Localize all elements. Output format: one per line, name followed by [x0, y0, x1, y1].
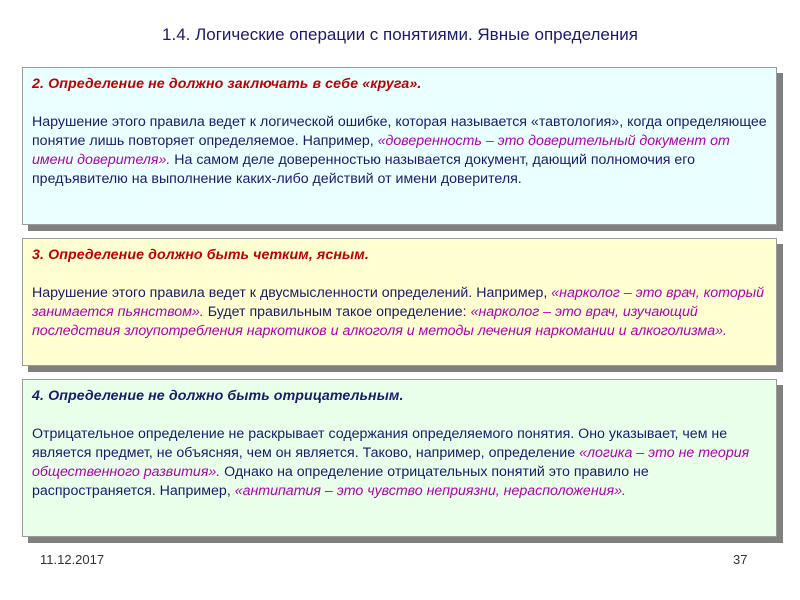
- rule-heading: 2. Определение не должно заключать в себе «круга».: [32, 76, 422, 92]
- rule-example: «логика – это не теория общественного развития».: [32, 445, 750, 480]
- rule-block-clear: [22, 238, 777, 366]
- slide-title: 1.4. Логические операции с понятиями. Явные определения: [162, 25, 638, 44]
- rule-text: Будет правильным такое определение:: [203, 304, 471, 320]
- rule-example: «антипатия – это чувство неприязни, нерасположения».: [234, 483, 626, 499]
- slide-date: 11.12.2017: [40, 552, 105, 567]
- rule-heading: 4. Определение не должно быть отрицательным.: [32, 388, 404, 404]
- rule-example: «нарколог – это врач, изучающий последствия злоупотребления наркотиков и алкоголя и методы лечения наркомании и алкоголизма».: [32, 304, 727, 339]
- rule-example: «доверенность – это доверительный документ от имени доверителя».: [32, 133, 730, 168]
- rule-paragraph: [32, 425, 767, 501]
- rule-block-circle: [22, 67, 777, 225]
- rule-paragraph: [32, 284, 767, 341]
- rule-text: Нарушение этого правила ведет к двусмысленности определений. Например,: [32, 285, 552, 301]
- rule-block-negative: [22, 379, 777, 537]
- rule-text: На самом деле доверенностью называется документ, дающий полномочия его предъявителю на выполнение каких-либо действий от имени доверителя.: [32, 152, 696, 187]
- rule-text: Нарушение этого правила ведет к логической ошибке, которая называется «тавтология», когда определяющее понятие лишь повторяет определяемое. Например,: [32, 114, 767, 149]
- rule-example: «нарколог – это врач, который занимается пьянством».: [32, 285, 764, 320]
- rule-text: Отрицательное определение не раскрывает содержания определяемого понятия. Оно указывает, чем не является предмет, не объясняя, чем он является. Таково, например, определение: [32, 426, 728, 461]
- rule-paragraph: [32, 113, 767, 189]
- rule-heading: 3. Определение должно быть четким, ясным.: [32, 247, 369, 263]
- slide-page-number: 37: [733, 552, 748, 567]
- rule-text: Однако на определение отрицательных понятий это правило не распространяется. Например,: [32, 464, 649, 499]
